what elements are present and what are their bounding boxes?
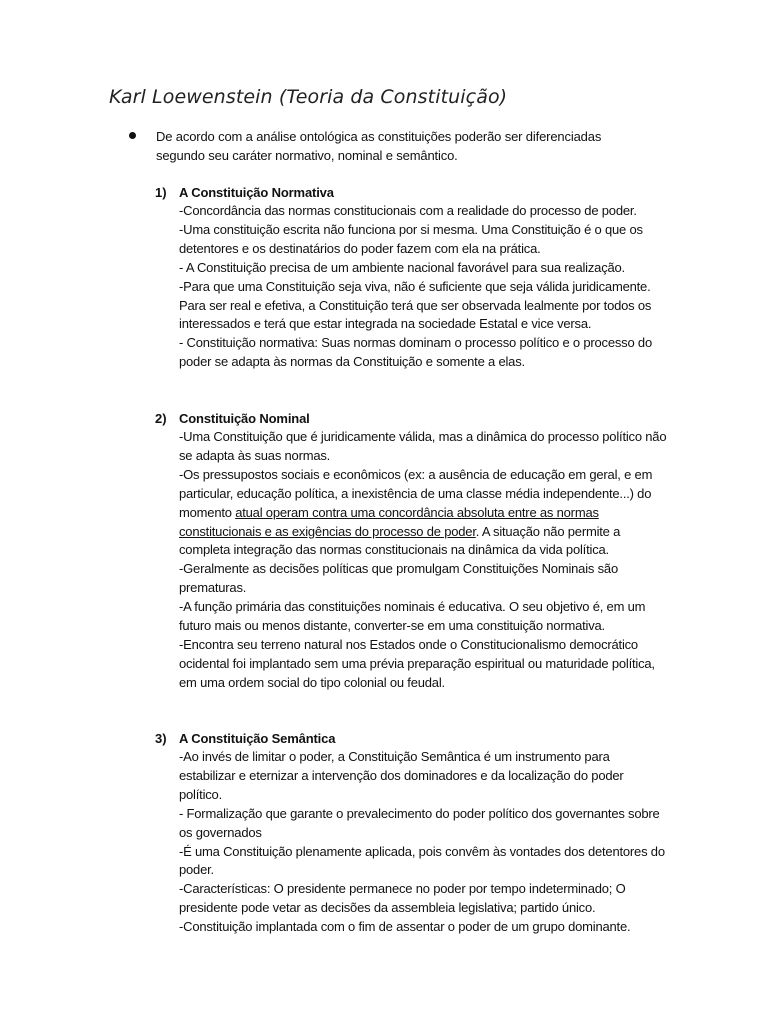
section-number: 1): [155, 185, 167, 200]
section-paragraph: - A Constituição precisa de um ambiente nacional favorável para sua realização.: [179, 259, 625, 275]
section-paragraph: -Uma constituição escrita não funciona por si mesma. Uma Constituição é o que os detentores e os destinatários do poder fazem com ela na prática.: [179, 221, 643, 256]
bullet-icon: [129, 132, 136, 139]
section-body: [179, 729, 669, 937]
intro-text: [156, 127, 666, 165]
section-body: [179, 409, 669, 693]
section-body: [179, 183, 669, 372]
section-paragraph: -É uma Constituição plenamente aplicada, pois convêm às vontades dos detentores do poder.: [179, 843, 665, 878]
section-paragraph: -Encontra seu terreno natural nos Estados onde o Constitucionalismo democrático ocidental foi implantado sem uma prévia preparação espiritual ou maturidade política, em uma ordem social do tipo colonial ou feudal.: [179, 636, 655, 690]
section-paragraph: -Características: O presidente permanece no poder por tempo indeterminado; O presidente pode vetar as decisões da assembleia legislativa; partido único.: [179, 881, 626, 916]
section-paragraph: -Ao invés de limitar o poder, a Constituição Semântica é um instrumento para estabilizar e eternizar a intervenção dos dominadores e da localização do poder político.: [179, 749, 624, 802]
intro-line-2: segundo seu caráter normativo, nominal e semântico.: [156, 148, 458, 163]
section-paragraph: - Constituição normativa: Suas normas dominam o processo político e o processo do poder se adapta às normas da Constituição e somente a elas.: [179, 335, 652, 370]
section-heading: A Constituição Normativa: [179, 185, 334, 200]
section-paragraph: -Constituição implantada com o fim de assentar o poder de um grupo dominante.: [179, 919, 631, 935]
paragraph-text: -Os pressupostos sociais e econômicos (ex: a ausência de educação em geral, e em particular, educação política, a inexistência de uma classe média independente...) do momento: [179, 466, 653, 520]
underlined-text: atual operam contra uma concordância absoluta entre as normas constitucionais e as exigências do processo de poder: [179, 504, 599, 539]
document-title: Karl Loewenstein (Teoria da Constituição): [109, 86, 508, 108]
paragraph-text: . A situação não permite a completa integração das normas constitucionais na dinâmica da vida política.: [179, 523, 621, 558]
section-heading: A Constituição Semântica: [179, 731, 336, 746]
section-paragraph: -Uma Constituição que é juridicamente válida, mas a dinâmica do processo político não se adapta às suas normas.: [179, 429, 667, 463]
section-paragraph: -A função primária das constituições nominais é educativa. O seu objetivo é, em um futuro mais ou menos distante, converter-se em uma constituição normativa.: [179, 599, 646, 634]
intro-line-1: De acordo com a análise ontológica as constituições poderão ser diferenciadas: [156, 129, 602, 144]
section-number: 2): [155, 411, 167, 426]
section-paragraph: -Concordância das normas constitucionais com a realidade do processo de poder.: [179, 203, 637, 218]
section-paragraph: -Para que uma Constituição seja viva, não é suficiente que seja válida juridicamente. Para ser real e efetiva, a Constituição terá que ser observada lealmente por todos os interessados e terá que estar integrada na sociedade Estatal e vice versa.: [179, 278, 652, 332]
section-paragraph: -Geralmente as decisões políticas que promulgam Constituições Nominais são prematuras.: [179, 561, 618, 596]
section-paragraph: [179, 466, 669, 561]
section-paragraph: - Formalização que garante o prevalecimento do poder político dos governantes sobre os governados: [179, 805, 660, 840]
section-number: 3): [155, 731, 167, 746]
section-heading: Constituição Nominal: [179, 411, 310, 426]
